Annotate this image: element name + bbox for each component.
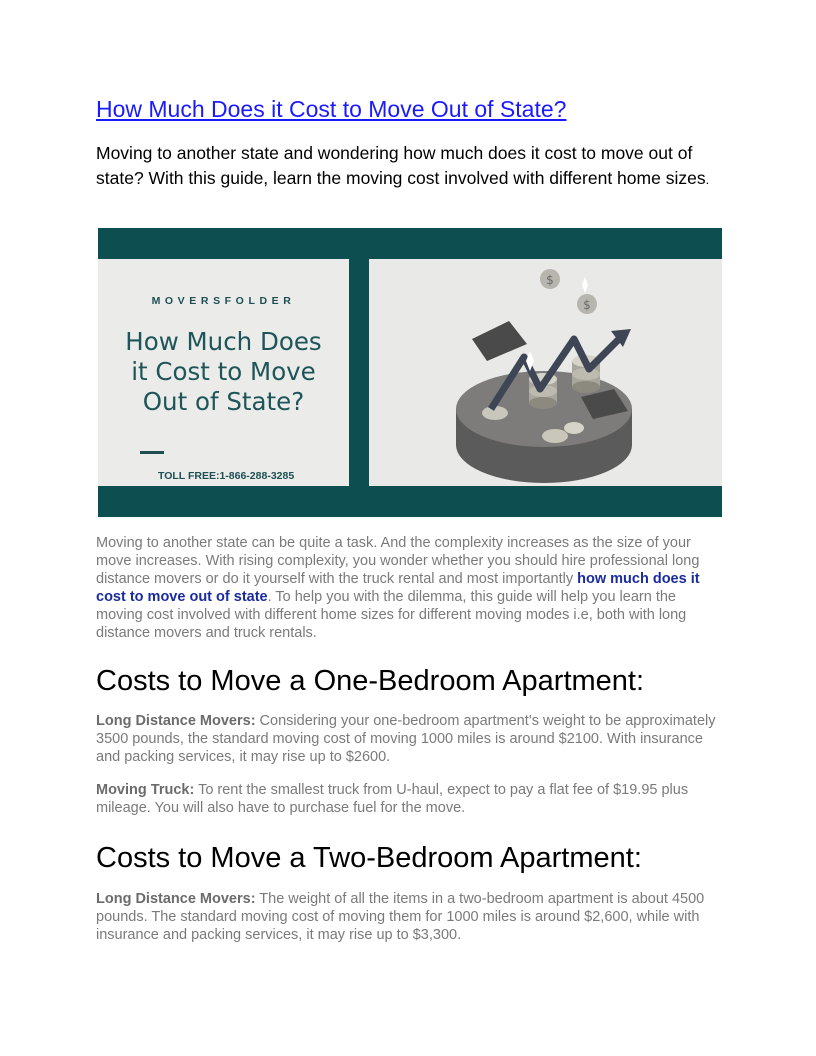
- title-link[interactable]: How Much Does it Cost to Move Out of State?: [96, 96, 567, 122]
- two-bedroom-movers-paragraph: [96, 890, 722, 944]
- banner-text-panel: [98, 259, 349, 486]
- section-heading-two-bedroom: Costs to Move a Two-Bedroom Apartment:: [96, 842, 642, 874]
- coins-growth-illustration: [369, 259, 722, 486]
- paragraph-label: Long Distance Movers:: [96, 891, 256, 907]
- brand-name: MOVERSFOLDER: [151, 295, 296, 307]
- inline-keyword-link[interactable]: how much does it cost to move out of state: [96, 571, 700, 605]
- one-bedroom-movers-paragraph: [96, 712, 722, 766]
- banner-headline: How Much Does it Cost to Move Out of State?: [125, 327, 322, 416]
- paragraph-text: Considering your one-bedroom apartment’s weight to be approximately 3500 pounds, the standard moving cost of moving 1000 miles is around $2100. With insurance and packing services, it may rise up to $2600.: [96, 713, 716, 765]
- paragraph-label: Moving Truck:: [96, 782, 195, 798]
- paragraph-text: To rent the smallest truck from U-haul, expect to pay a flat fee of $19.95 plus mileage. You will also have to purchase fuel for the move.: [96, 782, 689, 816]
- paragraph-label: Long Distance Movers:: [96, 713, 256, 729]
- hero-banner: [98, 228, 722, 517]
- svg-text:$: $: [583, 298, 591, 312]
- toll-free-number: TOLL FREE:1-866-288-3285: [158, 470, 295, 482]
- divider-dash: [140, 451, 164, 454]
- section-heading-one-bedroom: Costs to Move a One-Bedroom Apartment:: [96, 665, 645, 697]
- paragraph-text: The weight of all the items in a two-bedroom apartment is about 4500 pounds. The standard moving cost of moving them for 1000 miles is around $2,600, while with insurance and packing services, it may rise up to $3,300.: [96, 891, 705, 943]
- intro-text: Moving to another state and wondering how much does it cost to move out of state? With this guide, learn the moving cost involved with different home sizes: [96, 143, 706, 188]
- banknote-icon: [472, 321, 527, 361]
- body-paragraph: [96, 534, 722, 642]
- body-text-after: . To help you with the dilemma, this guide will help you learn the moving cost involved with different home sizes for different moving modes i.e, both with long distance movers and truck rentals.: [96, 589, 687, 641]
- svg-text:$: $: [546, 273, 554, 287]
- one-bedroom-truck-paragraph: [96, 781, 722, 817]
- intro-end: .: [705, 171, 710, 187]
- body-text-before: Moving to another state can be quite a task. And the complexity increases as the size of your move increases. With rising complexity, you wonder whether you should hire professional long distance movers or do it yourself with the truck rental and most importantly: [96, 535, 700, 587]
- sparkle-icon: [582, 277, 588, 293]
- intro-paragraph: [96, 141, 722, 192]
- banner-illustration-panel: [369, 259, 722, 486]
